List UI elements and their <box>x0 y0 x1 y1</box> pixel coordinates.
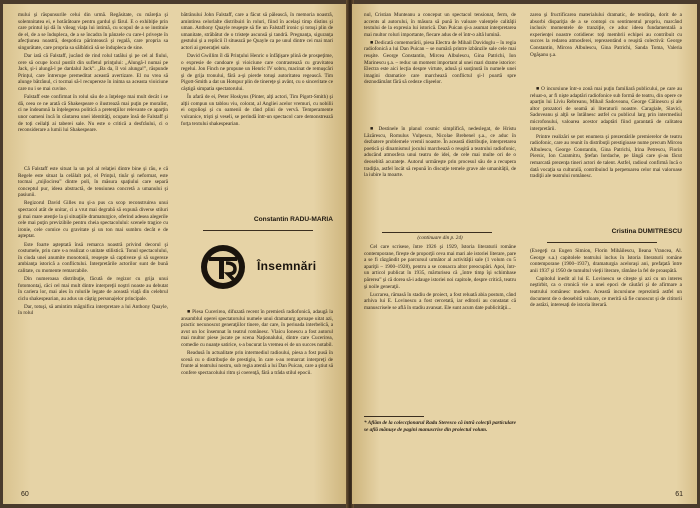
right-col2-top <box>530 12 682 82</box>
right-col2-mid <box>530 86 682 224</box>
right-col2-bottom <box>530 248 682 488</box>
paragraph: ■ Destinele în planul cosmic simplifică, nedeslegat, de Hristu Lăzărescu, Romulus Vulpescu, Nicolae Brebenel ş.a., ce aduc în dezbatere problemele vremii noastre. În această distribuţie, interpretarea poetică şi dinamismul jocului marchează o reuşită a teatrului radiofonic, aducând atmosfera unui teatru de idei, de cele mai multe ori de o deosebită acurateţe. Autorul urmăreşte prin procesul său de a recupera tradiţia, astfel încât să repună în discuţie temele grave ale umanităţii, de la iubire la moarte. <box>364 126 516 179</box>
paragraph: În afară de ei, Peter Hoskyns (Pinter, alţi actori, Tim Pigott-Smith) şi alţii compun un tablou viu, colorat, al Angliei acelor vremuri, cu nobilii ei orgolioşi şi cu oamenii de rând plini de vervă. Temperamente vulcanice, trişti şi veseli, se perindă într-un spectacol care demonstrează forţa textului shakespearian. <box>181 94 333 127</box>
paragraph: Cel care scrisese, între 1926 şi 1929, Istoria literaturii române contemporane, fireşte de proporţii ceva mai mari ale istoriei literare, pare a se fi răzgândit pe parcursul următor al activităţii sale (1 volum cu 5 apariţii – 1900–1928), pentru a se consacra altor preocupări. Apoi, într-un articol publicat în 1935, mărturisea că „între timp îşi schimbase părerea” şi că dorea să-i adauge istoriei noi capitole, despre critică, teatru şi noile generaţii. <box>364 244 516 290</box>
section-divider <box>547 242 657 243</box>
paragraph: Readusă în actualitate prin intermediul radioului, piesa a fost pusă în scenă cu o distribuţie de prestigiu, în care s-au remarcat interpreţi de frunte ai teatrului nostru, sub regia atentă a lui Dan Puican, care a ştiut să confere spectacolului ritm şi coerenţă, fără a trăda stilul epocii. <box>181 350 333 376</box>
insemnari-logo <box>193 241 317 303</box>
paragraph: Din numeroasa distribuţie, făcută de regizor cu grija unui fotomontaj, căci cel mai mult dintre interpreţii noştri noaste au debutat în cariera lor, mai ales în rolurile legate de această viaţă din celebrul ciclu shakespearian, au adus un câştig personajelor principale. <box>18 276 168 302</box>
section-divider <box>203 230 313 231</box>
section-title: Însemnări <box>257 259 317 273</box>
paragraph: Este foarte aşteptată însă remarca noastră privind decorul şi costumele, prin care s-a realizat o unitate stilistică. Tonul spectacolului, în ciuda unei anumite monotonii, reuşeşte să captiveze şi să sugereze ambianţa istorică a conflictului. Interpretările actorilor sunt de bună calitate, cu momente remarcabile. <box>18 241 168 274</box>
right-col1-bottom <box>364 244 516 412</box>
paragraph: ■ Dedicată comemorării, piesa Electra de Mihail Davidoglu – în regia radiofonică a lui Dan Puican – se numără printre izbânzile sale cele mai reuşite. George Constantin, Mircea Albulescu, Gina Patrichi, Ion Marinescu ş.a. – reduc un moment important al unei mari drame istorice: Electra este aici lecţia despre virtute, adusă şi susţinută în numele unei imagini dramatice care marchează conflictul şi-l poartă spre deznodământ fără să cedeze clişeelor. <box>364 39 516 86</box>
paragraph: Dar, totuşi, să amintim măgnifica interpretare a lui Anthony Quayle, în rolul <box>18 303 168 317</box>
paragraph: Lucrarea, rămasă în stadiu de proiect, a fost reluată abia postum, când arhiva lui E. Lovinescu a fost cercetată, iar editorii au constatat că manuscrisele se află în stadiu avansat. Ele sunt acum date publicităţii... <box>364 291 516 311</box>
paragraph: Că Falstaff este situat la un pol al relaţiei dintre bine şi rău, e că Regele este situat la celălalt pol, el Prinţul, tinăr şi neformat, este tocmai „mijlocirea” dintre poli, în măsura spaţiului care separă conceptul pur, ideea abstractă, de tensiunea concretă a umanului şi pasiunii. <box>18 166 168 199</box>
paragraph: Dar iată că Falstaff, jucând de rind rolul tatălui şi pe cel al fiului, cere să ocupe locul pustiit din sufletul prinţului: „Alungă-l numai pe Jack, şi-i alungă-l pe dardalul Jack”. „Ba da, îl voi alunga!”, răspunde Prinţul, care întrerupe premeditat această avertizare. El nu vrea să alunge bătrânul, ci tocmai să-l recupereze în inima sa aceasta vioiciune care nu i se mai cuvine. <box>18 53 168 93</box>
paragraph: ■ Piesa Cucerirea, difuzată recent în premieră radiofonică, adaugă la ansamblul operei spectatorului numele unui dramaturg aproape uitat azi, practic necunoscut generaţiilor tinere, dar care, în perioada interbelică, a avut un loc însemnat în teatrul românesc. Vlaicu Ionescu a fost autorul mai multor piese jucate pe scena Naţionalului, dintre care Cucerirea, comedie cu nuanţe satirice, s-a bucurat la vremea ei de un succes notabil. <box>181 309 333 348</box>
right-col1-top <box>364 12 516 122</box>
author-signature: Constantin RADU-MARIA <box>253 216 333 223</box>
paragraph: Falstaff este confirmat în rolul său de a înţelege mai mult decât i se dă, ceea ce ne arată că Shakespeare o ilustrează mai puţin pe moralist, ci ne îndeamnă la înţelegerea politică a pretenţiilor relevante ce aparţin unor oameni încă în căutarea unei identităţi, ocupate însă de Falstaff şi de toţi ceilalţi ai taberei sale. Nu este o critică a desfrâului, ci o reconsiderare a lumii lui Shakespeare. <box>18 94 168 134</box>
paragraph: Regizorul David Gilles nu şi-a pus ca scop reconstruirea unui spectacol atât de unitar, ci a vrut mai degrabă să expună diverse stiluri şi mai mare atenţie la şi situaţiile dramaturgice, oferind adesea alegerile cele mai puţin previzibile pentru cheia spectacolului: scenele tragice cu ironie, cele comice cu gravitate şi un ton mai sumbru decât e de aşteptat. <box>18 200 168 240</box>
left-col1-bottom <box>18 166 168 488</box>
section-divider <box>382 232 492 233</box>
left-col2-top <box>181 12 333 212</box>
page-number: 61 <box>675 491 683 498</box>
paragraph: nul, Cristian Munteanu a conceput un spectacol tensionat, ferm, de accents al autorului, în măsura să pună în valoare valenţele calităţii textului de la expresia lui istorică. Dan Puican şi-a asumat interpretarea mai multor roluri importante, fiecare adus de el într-o altă lumină. <box>364 12 516 38</box>
tr-monogram-icon <box>199 243 247 291</box>
paragraph: mului şi răspunsurile celui din urmă. Regăsitate, cu măreţia şi solemnitatea ei, e hotărâtoare pentru gardul şi fărul. E o exhibiţie prin care printul işi dă în vileag viaţa lui intimă, cu scopul de a se instituie de el, de a se îndupleca, de a se încadra în pânzele cu care-l priveşte în afecţiunea noastră, despotica părintească şi regală, care propria sa singurătate, care propria sa sălbătică să se îndupleca de sine. <box>18 12 168 51</box>
right-col1-mid <box>364 126 516 230</box>
paragraph: zarea şi fructificarea materialului dramatic, de tendinţa, dorit de a absorbi dispariţia de a se contopi cu sentimentul propriu, marcând inclusiv momentele de tranziţie, ce aduc ideea fundamentală a experienţei noastre cotidiene: toţi membrii echipei au contribuit cu succes la redarea atmosferei, reprezentând o reuşită colectivă: George Constantin, Mircea Albulescu, Gina Patrichi, Sanda Toma, Valeria Ogăşanu ş.a. <box>530 12 682 58</box>
paragraph: Printre realizări se pot enumera şi prezentările premierelor de teatru radiofonic, care au reunit în distribuţii prestigioase nume precum Mircea Albulescu, George Constantin, Gina Patrichi, Irina Petrescu, Florin Piersic, Ion Caramitru, Ştefan Iordache, pe lângă care şi-au făcut remarcată prezenţa tineri actori de talent. Astfel, radioul confirmă încă o dată vocaţia sa culturală, contribuind la perpetuarea celor mai valoroase tradiţii ale teatrului românesc. <box>530 133 682 180</box>
paragraph: bătrânului John Falstaff, care a făcut să pălească, în memoria noastră, amintirea celorlalte distribuiri în roluri, fiind în acelaşi timp distins şi uman. Anthony Quayle reuşeşte să fie un Falstaff ironic şi totuşi plin de umanitate, străbătut de o tristeţe ascunsă şi tandră. Pregnanţa, siguranţa gestului şi a replicii îl situează pe Quayle ca pe unul dintre cei mai mari actori ai generaţiei sale. <box>181 12 333 51</box>
left-col1-top <box>18 12 168 162</box>
left-page <box>3 4 348 504</box>
left-col2-bottom <box>181 309 333 489</box>
footnote-rule <box>364 416 424 417</box>
paragraph: ■ O incursiune într-o zonă mai puţin familiară publicului, pe care au reluat-o, ar fi nişte adaptări radiofonice sub formă de teatru, din opere ce aparţin lui Liviu Rebreanu, Mihail Sadoveanu, George Călinescu şi ale altor prozatori de seamă ai literaturii noastre. Caragiale, Slavici, Sadoveanu şi alţii se întâlnesc astfel cu publicul larg prin intermediul microfonului, valoarea acestor adaptări fiind garantată de calitatea interpretării. <box>530 86 682 132</box>
paragraph: (Exegeţi ca Eugen Simion, Florin Mihăilescu, Ileana Vrancea, Al. George s.a.) capitolele teatrului inclus în Istoria literaturii române contemporane (1900–1937), dramaturgia aceloraşi ani, prefaţată între anii 1937 şi 1950 de tumultul vieţii literare, rămâne la fel de proaspătă. <box>530 248 682 274</box>
paragraph: David Gwillim îl dă Prinţului Henric o înfăţişare plină de prospeţime, o expresie de candoare şi vioiciune care contrastează cu gravitatea regelui. Jon Finch ne propune un Henric IV sobru, macinat de remuşcări şi de grija tronului, fără a-şi pierde totuşi autoritatea regească. Tim Pigott-Smith a dat un Hotspur plin de tinereţe şi avânt, cu o sinceritate ce câştigă simpatia spectatorului. <box>181 53 333 93</box>
footnote: * Aflăm de la coleccţionarul Radu Steresco că intră colecţii particulare se află mănuşe de pagini manuscrise din proiectul volum. <box>364 420 516 433</box>
paragraph: Capitolul inedit al lui E. Lovinescu se citeşte şi azi cu un interes neştirbit, ca o cronică vie a unei epoci de căutări şi de afirmare a teatrului românesc modern. Această incursiune reprezintă astfel un document de o deosebită valoare, ce merită să fie cunoscut şi de cititorii de astăzi, interesaţi de istoria literară. <box>530 275 682 309</box>
continuation-ref: (continuare din p. 24) <box>417 235 463 241</box>
page-number: 60 <box>21 491 29 498</box>
right-page <box>352 4 697 504</box>
author-signature: Cristina DUMITRESCU <box>611 228 682 235</box>
